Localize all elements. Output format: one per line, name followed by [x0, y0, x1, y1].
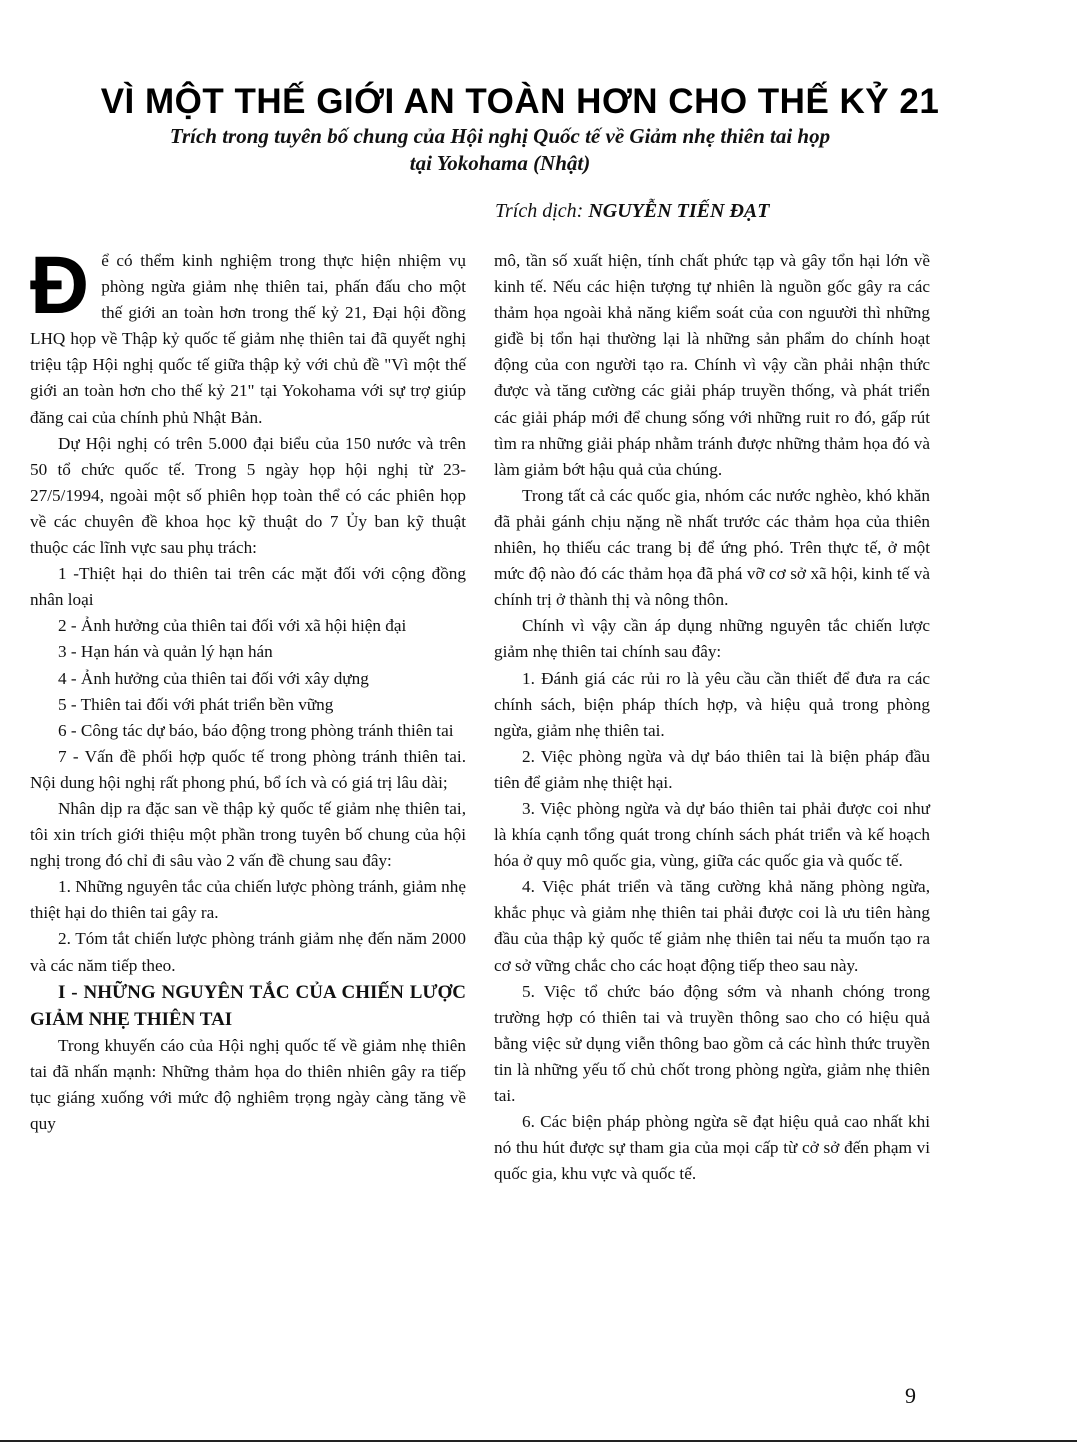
committee-item: 1 -Thiệt hại do thiên tai trên các mặt đối với cộng đồng nhân loại	[30, 564, 466, 610]
intro-text: ể có thểm kinh nghiệm trong thực hiện nhiệm vụ phòng ngừa giảm nhẹ thiên tai, phấn đấu cho một thế giới an toàn hơn trong thế kỷ 21, Đại hội đồng LHQ họp về Thập kỷ quốc tế giảm nhẹ thiên tai đã quyết nghị triệu tập Hội nghị quốc tế giữa thập kỷ với chủ đề "Vì một thế giới an toàn hơn cho thế kỷ 21" tại Yokohama với sự trợ giúp đăng cai của chính phủ Nhật Bản.	[30, 251, 466, 427]
drop-cap: Đ	[30, 240, 90, 331]
conference-paragraph: Dự Hội nghị có trên 5.000 đại biểu của 150 nước và trên 50 tổ chức quốc tế. Trong 5 ngày họp hội nghị từ 23-27/5/1994, ngoài một số phiên họp toàn thể có các phiên họp về các chuyên đề khoa học kỹ thuật do 7 Ủy ban kỹ thuật thuộc các lĩnh vực sau phụ trách:	[30, 433, 466, 558]
left-column	[30, 240, 466, 1137]
section-heading: I - NHỮNG NGUYÊN TẮC CỦA CHIẾN LƯỢC GIẢM NHẸ THIÊN TAI	[30, 981, 466, 1030]
page-number: 9	[905, 1383, 916, 1408]
topic-item: 1. Những nguyên tắc của chiến lược phòng tránh, giảm nhẹ thiệt hại do thiên tai gây ra.	[30, 877, 466, 923]
subtitle-line-2: tại Yokohama (Nhật)	[409, 151, 591, 175]
principle-item: 2. Việc phòng ngừa và dự báo thiên tai là biện pháp đầu tiên để giảm nhẹ thiệt hại.	[494, 746, 930, 792]
principle-item: 4. Việc phát triển và tăng cường khả năng phòng ngừa, khắc phục và giảm nhẹ thiên tai phải được coi là ưu tiên hàng đầu của thập kỷ quốc tế giảm nhẹ thiên tai nếu ta muốn tạo ra cơ sở vững chắc cho các hoạt động tiếp theo sau này.	[494, 877, 930, 975]
principle-item: 1. Đánh giá các rủi ro là yêu cầu cần thiết để đưa ra các chính sách, biện pháp thích hợp, và hiệu quả trong phòng ngừa, giảm nhẹ thiên tai.	[494, 668, 930, 740]
committee-item: 2 - Ảnh hưởng của thiên tai đối với xã hội hiện đại	[58, 616, 407, 636]
right-column	[494, 248, 930, 1187]
committee-item: 6 - Công tác dự báo, báo động trong phòng tránh thiên tai	[58, 720, 454, 740]
section-paragraph: Trong khuyến cáo của Hội nghị quốc tế về giảm nhẹ thiên tai đã nhấn mạnh: Những thảm họa do thiên nhiên gây ra tiếp tục giáng xuống với mức độ nghiêm trọng ngày càng tăng về quy	[30, 1035, 466, 1133]
excerpt-intro-paragraph: Nhân dịp ra đặc san về thập kỷ quốc tế giảm nhẹ thiên tai, tôi xin trích giới thiệu một phần trong tuyên bố chung của hội nghị trong đó chỉ đi sâu vào 2 vấn đề chung sau đây:	[30, 798, 466, 871]
translator-name: NGUYỄN TIẾN ĐẠT	[588, 200, 770, 222]
committee-item: 7 - Vấn đề phối hợp quốc tế trong phòng tránh thiên tai. Nội dung hội nghị rất phong phú, bổ ích và có giá trị lâu dài;	[30, 746, 466, 792]
committee-item: 5 - Thiên tai đối với phát triển bền vững	[58, 694, 334, 714]
article-title: VÌ MỘT THẾ GIỚI AN TOÀN HƠN CHO THẾ KỶ 21	[100, 82, 940, 121]
principle-item: 6. Các biện pháp phòng ngừa sẽ đạt hiệu quả cao nhất khi nó thu hút được sự tham gia của mọi cấp từ cở sở đến phạm vi quốc gia, khu vực và quốc tế.	[494, 1112, 930, 1184]
principles-intro-paragraph: Chính vì vậy cần áp dụng những nguyên tắc chiến lược giảm nhẹ thiên tai chính sau đây:	[494, 616, 930, 662]
subtitle-line-1: Trích trong tuyên bố chung của Hội nghị Quốc tế về Giảm nhẹ thiên tai họp	[169, 124, 831, 148]
translator-label: Trích dịch:	[495, 200, 584, 222]
bottom-divider	[0, 1440, 1077, 1442]
topic-item: 2. Tóm tắt chiến lược phòng tránh giảm nhẹ đến năm 2000 và các năm tiếp theo.	[30, 929, 466, 975]
continued-paragraph: mô, tần số xuất hiện, tính chất phức tạp và gây tổn hại lớn về kinh tế. Nếu các hiện tượng tự nhiên là nguồn gốc gây ra các thảm họa ngoài khả năng kiểm soát của con nguười thì những giđề bị tổn hại thường lại là những sản phẩm do chính hoạt động của con người tạo ra. Chính vì vậy cần phải nhận thức được và tăng cường các giải pháp truyền thống, và phát triển các giải pháp mới để chung sống với những ruit ro đó, gấp rút tìm ra những giải pháp nhằm tránh được những thảm họa đó và làm giảm bớt hậu quả của chúng.	[494, 251, 930, 479]
article-subtitle	[60, 123, 940, 177]
committee-item: 4 - Ảnh hưởng của thiên tai đối với xây dựng	[58, 668, 369, 688]
principle-item: 5. Việc tổ chức báo động sớm và nhanh chóng trong trường hợp có thiên tai và truyền thông sao cho có hiệu quả bằng việc sử dụng viễn thông bao gồm cả các hình thức truyền tin là những yếu tố chủ chốt trong phòng ngừa, giảm nhẹ thiên tai.	[494, 981, 930, 1105]
poor-countries-paragraph: Trong tất cả các quốc gia, nhóm các nước nghèo, khó khăn đã phải gánh chịu nặng nề nhất trước các thảm họa của thiên nhiên, họ thiếu các trang bị để ứng phó. Trên thực tế, ở một mức độ nào đó các thảm họa đã phá vỡ cơ sở xã hội, kinh tế và chính trị ở thành thị và nông thôn.	[494, 485, 930, 610]
committee-item: 3 - Hạn hán và quản lý hạn hán	[58, 642, 273, 662]
principle-item: 3. Việc phòng ngừa và dự báo thiên tai phải được coi như là khía cạnh tổng quát trong chính sách phát triển và kế hoạch hóa ở quy mô quốc gia, vùng, giữa các quốc gia và quốc tế.	[494, 798, 930, 871]
intro-paragraph	[30, 240, 466, 431]
translator-credit	[495, 200, 935, 223]
